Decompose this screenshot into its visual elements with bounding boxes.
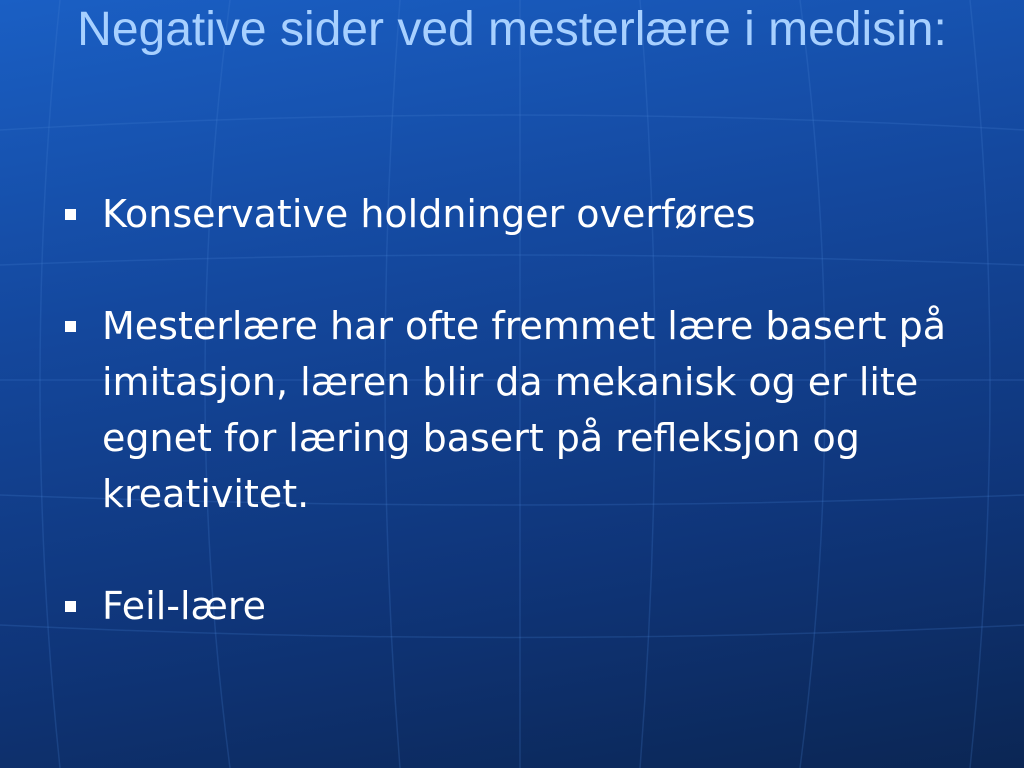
square-bullet-icon (65, 321, 76, 332)
bullet-list (62, 186, 962, 634)
bullet-item (62, 578, 962, 634)
square-bullet-icon (65, 209, 76, 220)
bullet-text: Konservative holdninger overføres (102, 192, 756, 236)
slide-title: Negative sider ved mesterlære i medisin: (77, 3, 947, 56)
bullet-item (62, 186, 962, 242)
bullet-text: Feil-lære (102, 584, 267, 628)
bullet-text: Mesterlære har ofte fremmet lære basert på imitasjon, læren blir da mekanisk og er lite egnet for læring basert på refleksjon og kreativitet. (102, 304, 947, 516)
square-bullet-icon (65, 601, 76, 612)
bullet-item (62, 298, 962, 522)
